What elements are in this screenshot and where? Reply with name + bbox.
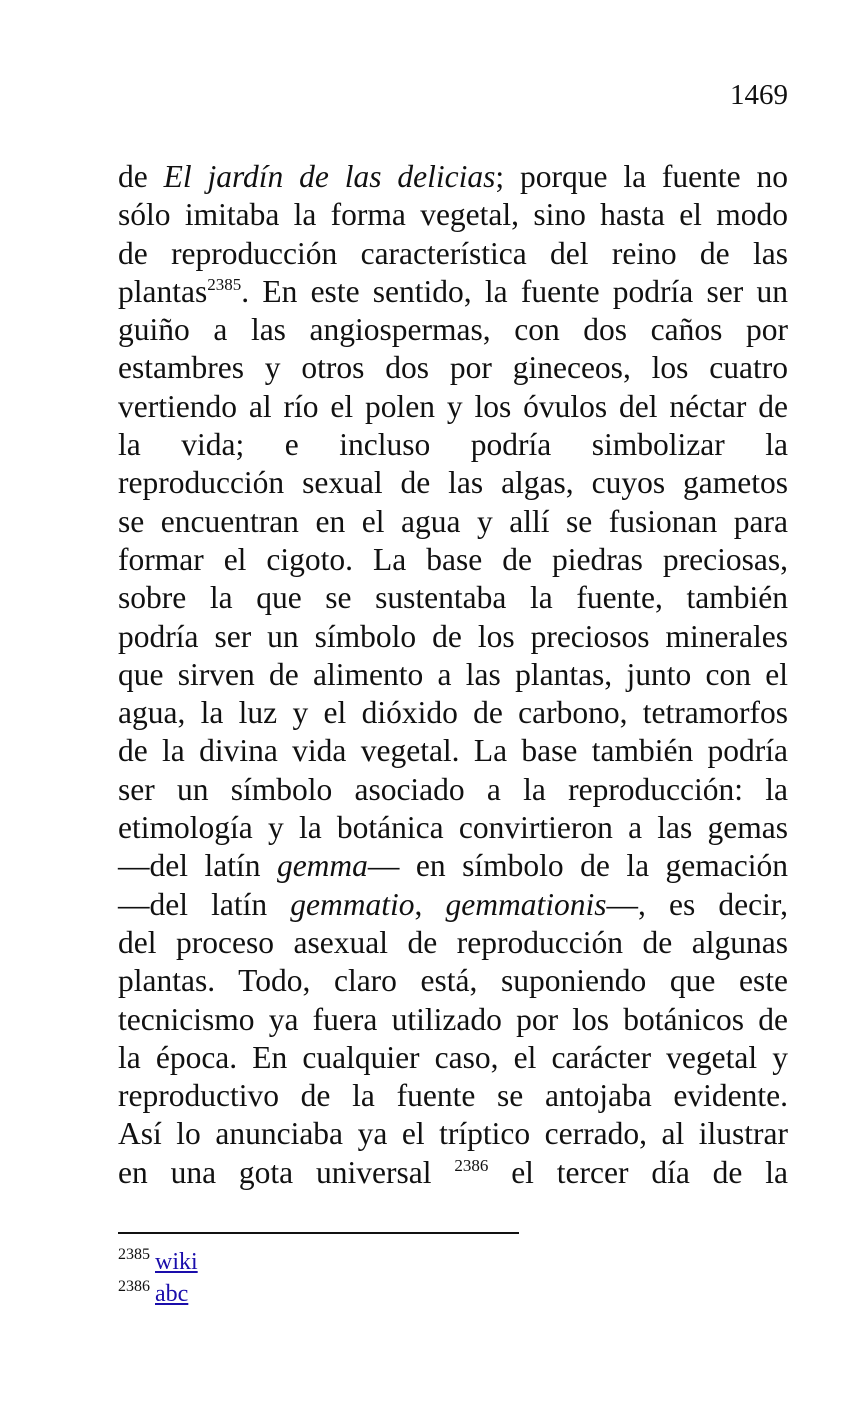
footnote-number: 2386 (118, 1278, 150, 1295)
text-segment: se encuentran en el agua y allí se fusionan para (118, 503, 788, 539)
text-line (118, 618, 788, 656)
text-segment: formar el cigoto. La base de piedras preciosas, (118, 541, 788, 577)
text-line (118, 541, 788, 579)
text-line (118, 962, 788, 1000)
text-segment: que sirven de alimento a las plantas, junto con el (118, 656, 788, 692)
text-line (118, 1077, 788, 1115)
text-line (118, 426, 788, 464)
text-line (118, 1154, 788, 1192)
text-line (118, 579, 788, 617)
text-segment: plantas. Todo, claro está, suponiendo que este (118, 963, 788, 999)
text-line (118, 656, 788, 694)
text-line (118, 196, 788, 234)
text-segment: etimología y la botánica convirtieron a las gemas (118, 810, 788, 846)
italic-text: gemmatio (290, 886, 415, 922)
text-line (118, 388, 788, 426)
text-segment: reproductivo de la fuente se antojaba evidente. (118, 1078, 788, 1114)
footnote-rule (118, 1232, 519, 1234)
text-segment: estambres y otros dos por gineceos, los cuatro (118, 350, 788, 386)
text-segment: Así lo anunciaba ya el tríptico cerrado, al ilustrar (118, 1116, 788, 1152)
text-line (118, 847, 788, 885)
body-text (118, 158, 788, 1192)
text-segment: reproducción sexual de las algas, cuyos gametos (118, 465, 788, 501)
text-segment: ; porque la fuente no (495, 159, 788, 194)
text-segment: del proceso asexual de reproducción de algunas (118, 924, 788, 960)
italic-text: gemma (276, 848, 368, 884)
footnote-reference: 2385 (207, 274, 242, 294)
page-number: 1469 (730, 79, 788, 111)
text-line (118, 273, 788, 311)
text-segment: —, es decir, (606, 886, 789, 922)
text-segment: de la divina vida vegetal. La base también podría (118, 733, 788, 769)
text-segment: la vida; e incluso podría simbolizar la (118, 427, 788, 463)
text-segment: —del latín (118, 848, 277, 884)
footnote-link-abc[interactable]: abc (155, 1281, 189, 1307)
text-segment: la época. En cualquier caso, el carácter vegetal y (118, 1039, 788, 1075)
text-line (118, 235, 788, 273)
text-line (118, 1039, 788, 1077)
text-line (118, 1115, 788, 1153)
text-segment: plantas (118, 273, 208, 309)
text-segment: , (414, 886, 446, 922)
footnote-link-wiki[interactable]: wiki (155, 1249, 198, 1275)
text-segment: agua, la luz y el dióxido de carbono, tetramorfos (118, 695, 788, 731)
text-line (118, 732, 788, 770)
text-line (118, 886, 788, 924)
text-segment: . En este sentido, la fuente podría ser un (241, 273, 788, 309)
text-segment: vertiendo al río el polen y los óvulos del néctar de (118, 388, 788, 424)
text-line (118, 503, 788, 541)
text-segment: ser un símbolo asociado a la reproducción: la (118, 771, 788, 807)
text-line (118, 809, 788, 847)
text-line (118, 1001, 788, 1039)
text-segment: guiño a las angiospermas, con dos caños por (118, 312, 788, 348)
text-segment: el tercer día de la (488, 1154, 788, 1190)
text-segment: sobre la que se sustentaba la fuente, también (118, 580, 788, 616)
text-line (118, 771, 788, 809)
italic-text: El jardín de las delicias (163, 159, 496, 194)
footnote-number: 2385 (118, 1246, 150, 1263)
text-segment: —del latín (118, 886, 291, 922)
text-segment: de (118, 159, 164, 194)
text-segment: — en símbolo de la gemación (367, 848, 788, 884)
text-line (118, 158, 788, 196)
text-line (118, 464, 788, 502)
footnote-reference: 2386 (454, 1155, 489, 1175)
footnote-2385 (118, 1246, 198, 1278)
footnotes (118, 1246, 198, 1310)
text-line (118, 694, 788, 732)
text-line (118, 311, 788, 349)
italic-text: gemmationis (445, 886, 607, 922)
text-segment: tecnicismo ya fuera utilizado por los botánicos de (118, 1001, 788, 1037)
footnote-2386 (118, 1278, 198, 1310)
text-segment: de reproducción característica del reino de las (118, 235, 788, 271)
text-segment: en una gota universal (118, 1154, 455, 1190)
text-segment: sólo imitaba la forma vegetal, sino hasta el modo (118, 197, 788, 233)
text-segment: podría ser un símbolo de los preciosos minerales (118, 618, 788, 654)
text-line (118, 924, 788, 962)
text-line (118, 349, 788, 387)
